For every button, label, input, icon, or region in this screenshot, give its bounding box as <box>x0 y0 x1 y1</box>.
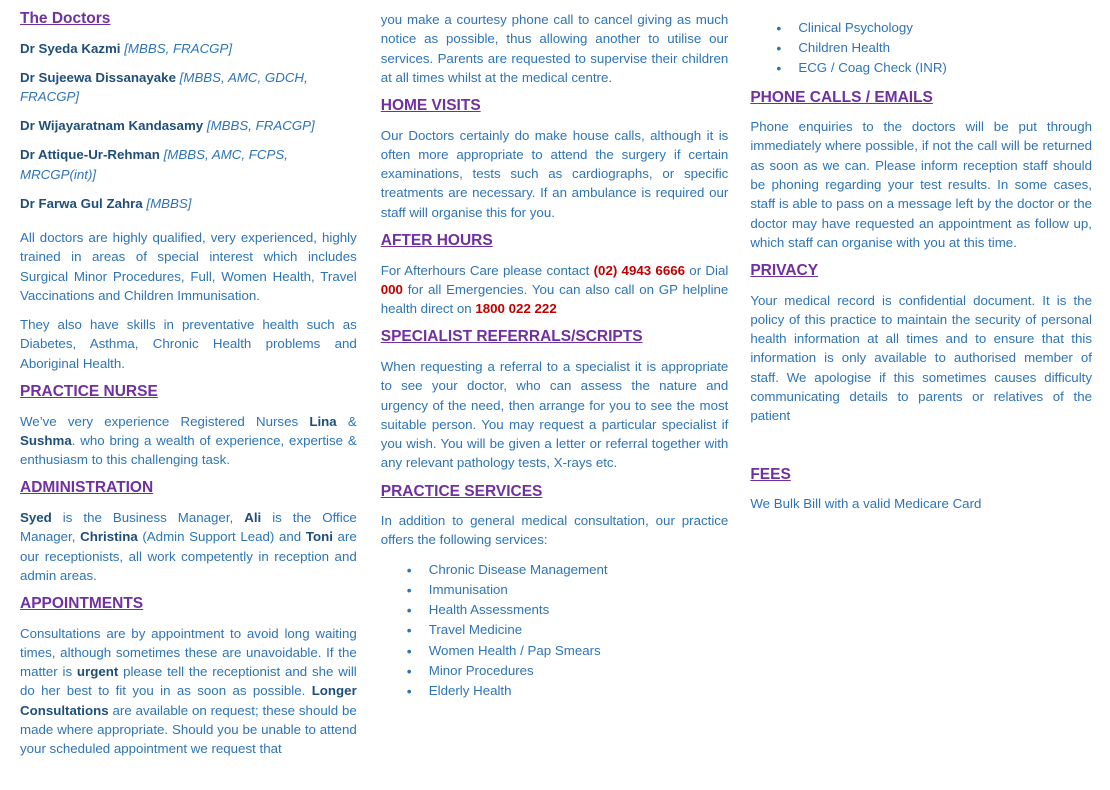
after-hours-text-2: or Dial <box>685 262 729 278</box>
doctor-entry <box>20 68 357 108</box>
appt-bold-urgent: urgent <box>76 664 119 680</box>
admin-name-syed: Syed <box>20 510 52 525</box>
after-hours-text-3: for all Emergencies. You can also call on GP helpline health direct on <box>380 281 729 317</box>
appt-text-1: Consultations are by appointment to avoid long waiting times, although sometimes these are unavoidable. If the matter is <box>20 625 357 680</box>
home-visits-paragraph: Our Doctors certainly do make house calls, although it is often more appropriate to attend the surgery if certain examinations, tests such as cardiographs, or specific treatments are necessary. If an ambulance is required our staff will organise this for you. <box>380 127 729 220</box>
heading-privacy: PRIVACY <box>750 262 819 280</box>
list-item: • Travel Medicine <box>429 620 729 640</box>
list-item: • ECG / Coag Check (INR) <box>798 58 1092 78</box>
heading-fees: FEES <box>750 465 791 483</box>
doctor-qualifications: [MBBS] <box>146 196 192 212</box>
list-item: • Women Health / Pap Smears <box>429 641 729 661</box>
heading-after-hours: AFTER HOURS <box>380 231 493 249</box>
nurse-text-2: & <box>336 413 357 429</box>
heading-administration: ADMINISTRATION <box>20 479 154 497</box>
admin-text-4: are our receptionists, all work competently in reception and admin areas. <box>20 529 357 583</box>
heading-specialist-referrals: SPECIALIST REFERRALS/SCRIPTS <box>380 328 643 346</box>
doctor-name: Dr Farwa Gul Zahra <box>20 196 143 212</box>
admin-name-christina: Christina <box>80 529 138 545</box>
after-hours-text-1: For Afterhours Care please contact <box>380 262 594 278</box>
after-hours-paragraph <box>381 261 729 319</box>
practice-nurse-paragraph <box>20 412 357 470</box>
doctor-qualifications: [MBBS, FRACGP] <box>206 118 315 134</box>
referrals-paragraph: When requesting a referral to a specialist it is appropriate to see your doctor, who can assess the nature and urgency of the need, then arrange for you to see the most suitable person. You may request a particular specialist if you wish. You will be given a letter or referral together with any relevant pathology tests, X-rays etc. <box>380 358 729 471</box>
administration-paragraph <box>20 508 357 585</box>
appt-text-2: please tell the receptionist and she will do her best to fit you in as soon as possible. <box>20 664 357 699</box>
heading-practice-services: PRACTICE SERVICES <box>380 482 543 500</box>
appt-text-3: are available on request; these should be made where appropriate. Should you be unable to attend your scheduled appointment we request that <box>20 702 357 757</box>
list-item: • Elderly Health <box>429 681 729 701</box>
column-right <box>738 10 1102 790</box>
doctor-name: Dr Wijayaratnam Kandasamy <box>20 118 204 134</box>
list-item: • Chronic Disease Management <box>429 560 729 580</box>
admin-name-ali: Ali <box>244 510 262 525</box>
column-left <box>8 10 369 790</box>
doctor-entry <box>20 194 357 214</box>
list-item: • Health Assessments <box>429 600 729 620</box>
doctors-paragraph-1: All doctors are highly qualified, very experienced, highly trained in areas of special interest which includes Surgical Minor Procedures, Full, Women Health, Travel Vaccinations and Children Immunisation. <box>20 230 357 303</box>
doctor-name: Dr Sujeewa Dissanayake <box>20 69 176 85</box>
appointments-paragraph <box>20 624 357 759</box>
nurse-name-lina: Lina <box>309 413 337 429</box>
admin-text-3: (Admin Support Lead) and <box>137 529 306 545</box>
fees-paragraph: We Bulk Bill with a valid Medicare Card <box>750 496 982 512</box>
doctor-entry <box>20 116 357 136</box>
heading-phone-calls-emails: PHONE CALLS / EMAILS <box>750 88 933 106</box>
doctor-name: Dr Syeda Kazmi <box>20 40 121 56</box>
admin-text-1: is the Business Manager, <box>51 510 245 525</box>
list-item: • Minor Procedures <box>429 661 729 681</box>
doctor-qualifications: [MBBS, FRACGP] <box>124 40 233 56</box>
doctor-qualifications: [MBBS, AMC, FCPS, MRCGP(int)] <box>20 147 288 183</box>
appt-bold-longer-consultations: Longer Consultations <box>20 683 357 718</box>
heading-home-visits: HOME VISITS <box>380 97 481 115</box>
heading-practice-nurse: PRACTICE NURSE <box>20 383 158 401</box>
after-hours-phone-number: (02) 4943 6666 <box>593 262 686 278</box>
heading-the-doctors: The Doctors <box>20 10 111 27</box>
heading-appointments: APPOINTMENTS <box>20 595 144 613</box>
list-item: • Immunisation <box>429 580 729 600</box>
doctor-entry <box>20 39 357 59</box>
doctors-paragraph-2: They also have skills in preventative health such as Diabetes, Asthma, Chronic Health problems and Aboriginal Health. <box>20 317 357 371</box>
healthdirect-number: 1800 022 222 <box>475 301 557 317</box>
doctor-qualifications: [MBBS, AMC, GDCH, FRACGP] <box>20 69 308 105</box>
list-item: • Children Health <box>798 38 1092 58</box>
practice-services-list-continued <box>750 18 1092 79</box>
admin-name-toni: Toni <box>305 529 333 545</box>
admin-text-2: is the Office Manager, <box>20 510 357 545</box>
column-middle <box>369 10 739 790</box>
nurse-text-3: . who bring a wealth of experience, expertise & enthusiasm to this challenging task. <box>20 432 357 468</box>
doctor-name: Dr Attique-Ur-Rehman <box>20 147 160 163</box>
privacy-paragraph: Your medical record is confidential document. It is the policy of this practice to maintain the security of personal health information at all times and to ensure that this information is only available to authorised member of staff. We apologise if this sometimes causes difficulty communicating details to parents or relatives of the patient <box>750 292 1092 424</box>
phone-calls-paragraph: Phone enquiries to the doctors will be put through immediately where possible, if not the call will be returned as soon as we can. Please inform reception staff should be phoning regarding your test results. In some cases, staff is able to pass on a message left by the doctor or the doctor may have requested an appointment as follow up, which staff can organise with you at this time. <box>750 119 1092 250</box>
nurse-text-1: We’ve very experience Registered Nurses <box>20 413 310 429</box>
emergency-number: 000 <box>380 281 403 297</box>
appointments-continued: you make a courtesy phone call to cancel giving as much notice as possible, thus allowing another to utilise our services. Parents are requested to supervise their children at all times whilst at the medical centre. <box>380 12 729 85</box>
services-intro-paragraph: In addition to general medical consultation, our practice offers the following services: <box>380 513 729 548</box>
nurse-name-sushma: Sushma <box>20 432 72 448</box>
list-item: • Clinical Psychology <box>798 18 1092 38</box>
practice-services-list <box>381 560 729 701</box>
doctor-entry <box>20 145 357 185</box>
spacer <box>750 436 1092 466</box>
